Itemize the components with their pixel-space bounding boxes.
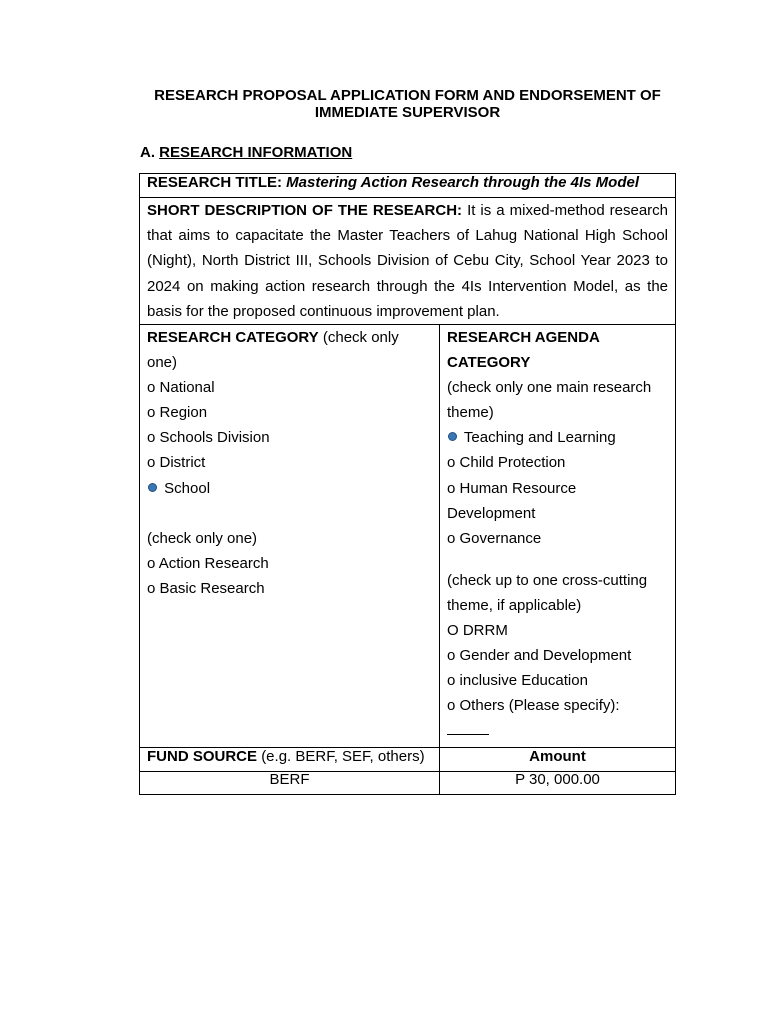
option-marker: o: [447, 697, 456, 715]
option-marker: o: [447, 454, 456, 472]
research-type-note: (check only one): [147, 529, 258, 547]
option-label: National: [159, 379, 215, 397]
section-a-label: RESEARCH INFORMATION: [159, 144, 353, 161]
research-category-note-2: one): [147, 354, 178, 372]
option-label: Action Research: [158, 554, 269, 572]
spacer: [147, 501, 432, 526]
category-row: [140, 325, 676, 748]
option-marker: o: [447, 647, 456, 665]
others-specify-field[interactable]: [447, 718, 668, 743]
option-label: Child Protection: [459, 454, 566, 472]
option-marker: o: [147, 404, 156, 422]
research-title-row: [140, 174, 676, 198]
research-agenda-cell: [440, 325, 676, 748]
option-marker: o: [447, 672, 456, 690]
theme-option-human-resource-cont: Development: [447, 504, 536, 522]
amount-header: Amount: [440, 748, 676, 772]
research-information-table: [139, 173, 676, 795]
research-title-label: RESEARCH TITLE:: [147, 174, 282, 191]
theme-option-human-resource[interactable]: [447, 476, 668, 501]
theme-option-governance[interactable]: [447, 526, 668, 551]
cross-option-inclusive[interactable]: [447, 668, 668, 693]
category-option-national[interactable]: [147, 375, 432, 400]
research-category-note-1: (check only: [322, 329, 399, 347]
agenda-note-1: (check only one main research: [447, 379, 652, 397]
section-a-prefix: A.: [140, 144, 155, 161]
spacer: [447, 551, 668, 568]
fund-source-header: [140, 748, 440, 772]
short-description-text: It is a mixed-method research that aims to capacitate the Master Teachers of Lahug National High School (Night), North District III, Schools Division of Cebu City, School Year 2023 to 2024 on making action research through the 4Is Intervention Model, as the basis for the proposed continuous improvement plan.: [147, 202, 669, 320]
option-marker: o: [147, 454, 156, 472]
option-label: Region: [159, 404, 208, 422]
option-label: Schools Division: [159, 429, 270, 447]
fund-source-hint: (e.g. BERF, SEF, others): [261, 748, 425, 766]
option-marker: o: [447, 529, 456, 547]
option-label: Human Resource: [459, 479, 577, 497]
agenda-note-2: theme): [447, 404, 494, 422]
theme-option-child-protection[interactable]: [447, 450, 668, 475]
cross-option-drrm[interactable]: [447, 618, 668, 643]
option-marker: o: [147, 554, 156, 572]
short-description-row: [140, 198, 676, 325]
selected-radio-icon: [448, 432, 457, 441]
category-option-schools-division[interactable]: [147, 425, 432, 450]
agenda-heading-1: RESEARCH AGENDA: [447, 329, 600, 347]
research-category-label: RESEARCH CATEGORY: [147, 329, 319, 347]
amount-value[interactable]: P 30, 000.00: [440, 772, 676, 795]
research-category-cell: [140, 325, 440, 748]
option-marker: o: [447, 479, 456, 497]
category-option-district[interactable]: [147, 450, 432, 475]
type-option-action-research[interactable]: [147, 551, 432, 576]
fund-source-label: FUND SOURCE: [147, 748, 258, 766]
fund-source-value[interactable]: BERF: [140, 772, 440, 795]
cross-option-gender[interactable]: [447, 643, 668, 668]
short-description-label: SHORT DESCRIPTION OF THE RESEARCH:: [147, 202, 463, 219]
research-category-heading: [147, 325, 432, 350]
form-title: [130, 87, 685, 121]
option-label: District: [159, 454, 206, 472]
option-marker: o: [147, 429, 156, 447]
cross-cutting-note-2: theme, if applicable): [447, 596, 582, 614]
research-title-value: Mastering Action Research through the 4Is Model: [286, 174, 640, 191]
research-title-cell: [140, 174, 676, 198]
option-label: Basic Research: [159, 579, 265, 597]
option-label: Gender and Development: [459, 647, 632, 665]
option-label: inclusive Education: [459, 672, 588, 690]
option-marker: o: [147, 579, 156, 597]
selected-radio-icon: [148, 483, 157, 492]
category-option-school[interactable]: [147, 476, 432, 501]
category-option-region[interactable]: [147, 400, 432, 425]
option-marker: o: [147, 379, 156, 397]
option-marker: O: [447, 622, 459, 640]
option-label: Others (Please specify):: [459, 697, 620, 715]
cross-option-others[interactable]: [447, 693, 668, 718]
section-a-heading: [140, 144, 352, 161]
theme-option-teaching-learning[interactable]: [447, 425, 668, 450]
blank-line: [447, 722, 489, 735]
form-title-line-2: IMMEDIATE SUPERVISOR: [314, 104, 501, 121]
option-label: Governance: [459, 529, 542, 547]
form-title-line-1: RESEARCH PROPOSAL APPLICATION FORM AND ENDORSEMENT OF: [154, 87, 661, 104]
option-label: School: [164, 479, 211, 497]
short-description-cell: [140, 198, 676, 325]
option-label: Teaching and Learning: [463, 429, 616, 447]
agenda-heading-2: CATEGORY: [447, 354, 531, 372]
fund-value-row: [140, 772, 676, 795]
option-label: DRRM: [462, 622, 508, 640]
type-option-basic-research[interactable]: [147, 576, 432, 601]
fund-header-row: [140, 748, 676, 772]
cross-cutting-note-1: (check up to one cross-cutting: [447, 571, 648, 589]
